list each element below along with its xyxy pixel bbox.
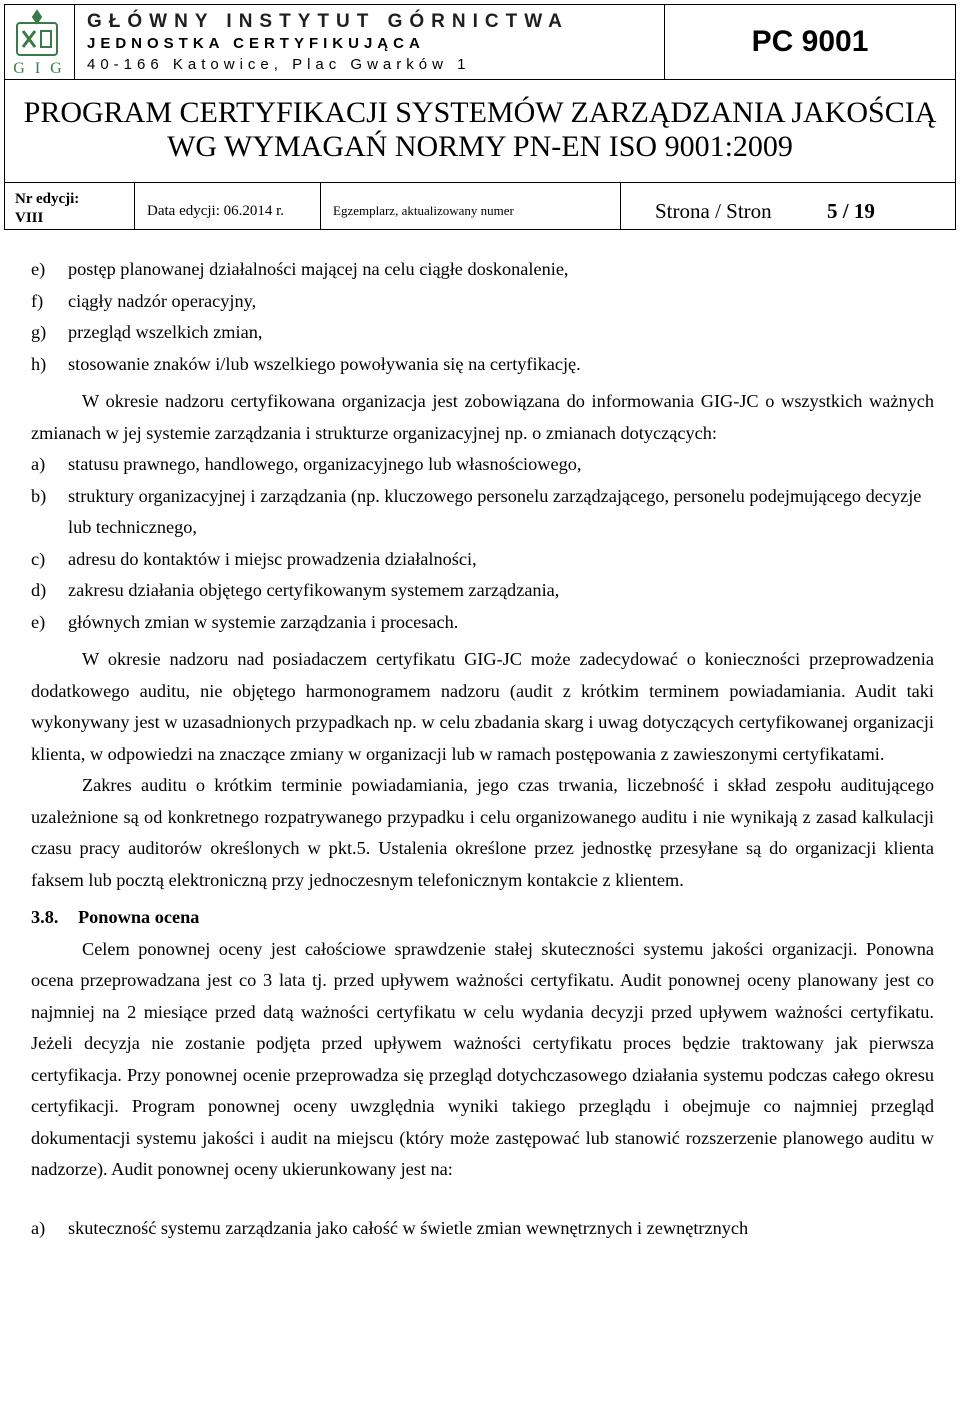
list-item	[31, 544, 934, 576]
list-item	[31, 1213, 934, 1245]
list-item	[31, 349, 934, 381]
changes-list	[31, 449, 934, 638]
edition-value: VIII	[15, 210, 44, 226]
paragraph-reassessment: Celem ponownej oceny jest całościowe sprawdzenie stałej skuteczności systemu jakości organizacji. Ponowna ocena przeprowadzana jest co 3 lata tj. przed upływem ważności certyfikatu. Audit ponownej oceny planowany jest co najmniej na 2 miesiące przed datą ważności certyfikatu w celu wydania decyzji przed upływem ważności certyfikatu. Jeżeli decyzja nie zostanie podjęta przed upływem ważności certyfikatu proces będzie traktowany jak pierwsza certyfikacja. Przy ponownej ocenie przeprowadza się przegląd dotychczasowego działania systemu podczas całego okresu certyfikacji. Program ponownej oceny uwzględnia wyniki takiego przeglądu i obejmuje co najmniej przegląd dokumentacji systemu jakości i audit na miejscu (który może zastępować lub stanowić rozszerzenie planowego auditu w nadzorze). Audit ponownej oceny ukierunkowany jest na:	[31, 938, 934, 1179]
page-label: Strona / Stron	[655, 199, 772, 223]
institute-unit: JEDNOSTKA CERTYFIKUJĄCA	[87, 35, 425, 52]
list-marker: e)	[31, 611, 46, 632]
paragraph-additional-audit: W okresie nadzoru nad posiadaczem certyfikatu GIG-JC może zadecydować o konieczności przeprowadzenia dodatkowego auditu, nie objętego harmonogramem nadzoru (audit z krótkim terminem powiadamiania. Audit taki wykonywany jest w uzasadnionych przypadkach np. w celu zbadania skarg i uwag dotyczących certyfikowanej organizacji klienta, w odpowiedzi na znaczące zmiany w organizacji lub w ramach postępowania z zawieszonymi certyfikatami.	[31, 649, 934, 764]
focus-list	[31, 1213, 934, 1245]
list-text: ciągły nadzór operacyjny,	[68, 290, 257, 311]
list-item	[31, 481, 934, 544]
edition-label: Nr edycji:	[15, 191, 80, 207]
meta-row	[5, 183, 955, 229]
doc-code: PC 9001	[751, 25, 869, 58]
document-header	[4, 4, 956, 230]
list-text: adresu do kontaktów i miejsc prowadzenia działalności,	[68, 548, 477, 569]
title-cell	[5, 80, 955, 183]
list-item	[31, 575, 934, 607]
edition-cell	[5, 183, 135, 229]
doc-code-cell	[665, 5, 955, 80]
gig-logo	[5, 5, 73, 78]
list-marker: c)	[31, 548, 46, 569]
copy-label: Egzemplarz, aktualizowany numer	[333, 203, 514, 218]
document-body	[31, 254, 934, 1244]
list-continuation	[31, 254, 934, 380]
institute-cell	[75, 5, 665, 80]
page-cell	[621, 183, 955, 229]
doc-title-line1: PROGRAM CERTYFIKACJI SYSTEMÓW ZARZĄDZANIA JAKOŚCIĄ	[23, 96, 937, 129]
list-marker: b)	[31, 485, 47, 506]
list-marker: a)	[31, 454, 46, 474]
list-item	[31, 317, 934, 349]
list-text: postęp planowanej działalności mającej na celu ciągłe doskonalenie,	[68, 259, 569, 279]
list-marker: h)	[31, 353, 47, 374]
list-text: statusu prawnego, handlowego, organizacyjnego lub własnościowego,	[68, 454, 582, 474]
list-item	[31, 254, 934, 286]
list-marker: f)	[31, 290, 44, 311]
list-item	[31, 286, 934, 318]
page-number: 5 / 19	[827, 199, 875, 223]
list-text: zakresu działania objętego certyfikowanym systemem zarządzania,	[68, 580, 560, 600]
list-marker: a)	[31, 1217, 46, 1238]
section-heading	[31, 902, 934, 934]
list-text: przegląd wszelkich zmian,	[68, 322, 263, 342]
list-text: struktury organizacyjnej i zarządzania (np. kluczowego personelu zarządzającego, personelu podejmującego decyzje lub technicznego,	[68, 485, 922, 537]
list-text: stosowanie znaków i/lub wszelkiego powoływania się na certyfikację.	[68, 353, 581, 374]
edition-date: Data edycji: 06.2014 r.	[147, 203, 285, 219]
paragraph-audit-scope: Zakres auditu o krótkim terminie powiadamiania, jego czas trwania, liczebność i skład zespołu auditującego uzależnione są od konkretnego rozpatrywanego przypadku i celu organizowanego auditu i nie wynikają z zasad kalkulacji czasu pracy auditorów określonych w pkt.5. Ustalenia określone przez jednostkę przesyłane są do organizacji klienta faksem lub pocztą elektroniczną przy jednoczesnym telefonicznym kontakcie z klientem.	[31, 775, 934, 890]
date-cell	[135, 183, 321, 229]
paragraph-changes: W okresie nadzoru certyfikowana organizacja jest zobowiązana do informowania GIG-JC o wszystkich ważnych zmianach w jej systemie zarządzania i strukturze organizacyjnej np. o zmianach dotyczących:	[31, 391, 934, 443]
list-marker: d)	[31, 580, 47, 600]
institute-name: GŁÓWNY INSTYTUT GÓRNICTWA	[87, 11, 569, 32]
doc-title-line2: WG WYMAGAŃ NORMY PN-EN ISO 9001:2009	[167, 130, 793, 163]
logo-cell	[5, 5, 75, 80]
list-text: głównych zmian w systemie zarządzania i procesach.	[68, 611, 459, 632]
institute-address: 40-166 Katowice, Plac Gwarków 1	[87, 56, 471, 73]
section-title: Ponowna ocena	[78, 907, 200, 927]
section-number: 3.8.	[31, 907, 59, 927]
list-marker: e)	[31, 259, 46, 279]
list-item	[31, 607, 934, 639]
list-marker: g)	[31, 322, 47, 342]
copy-cell	[321, 183, 621, 229]
svg-text:G I G: G I G	[13, 60, 65, 77]
list-item	[31, 449, 934, 481]
list-text: skuteczność systemu zarządzania jako całość w świetle zmian wewnętrznych i zewnętrznych	[68, 1217, 749, 1238]
